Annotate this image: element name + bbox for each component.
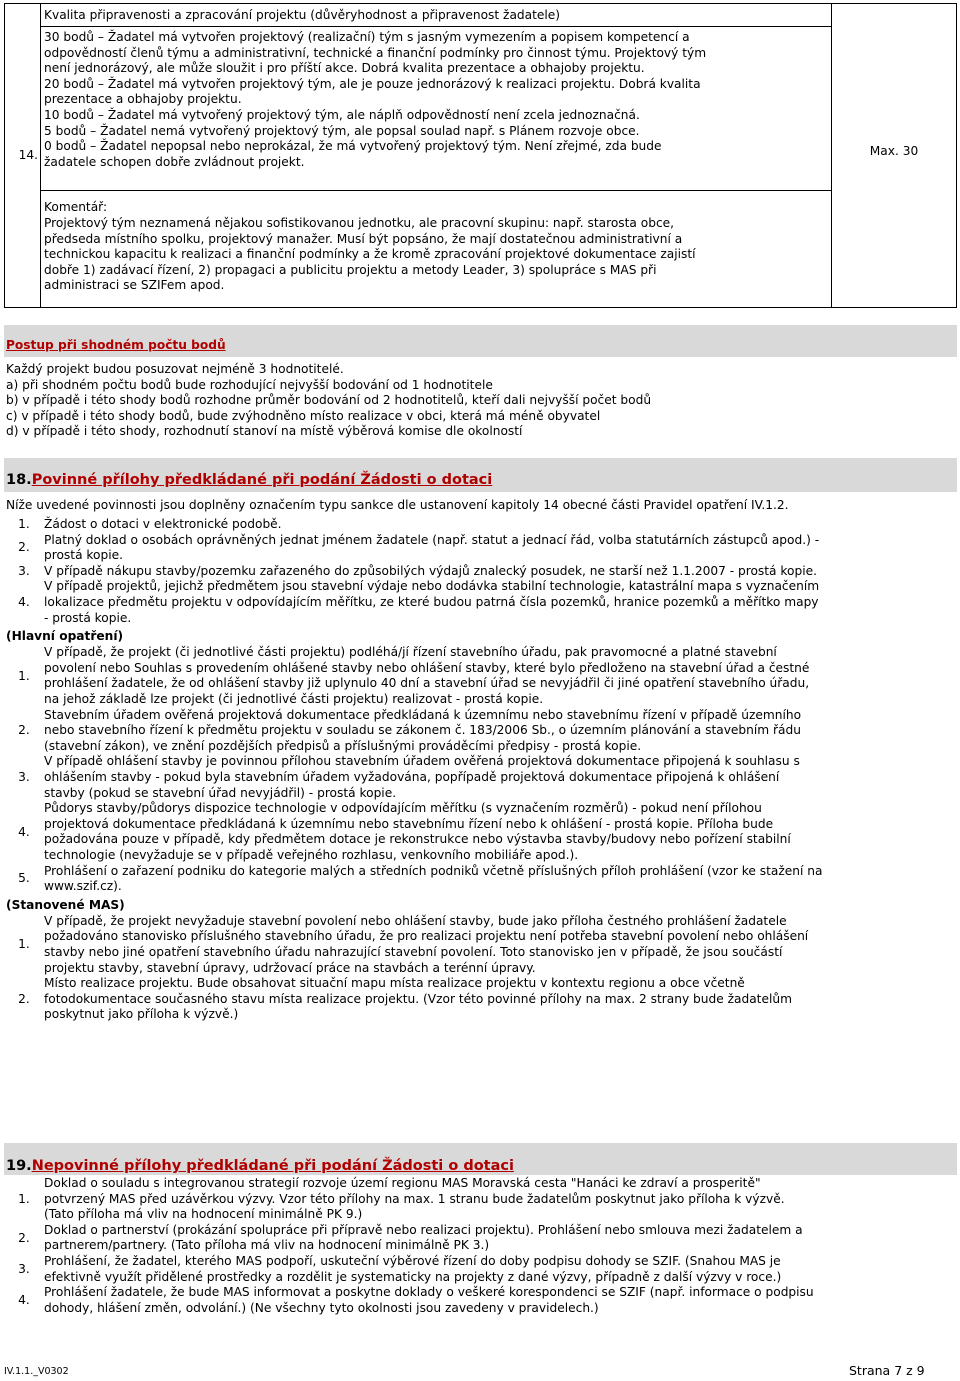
required-attachment-item-line: Platný doklad o osobách oprávněných jednat jménem žadatele (např. statut a jednací řád, volba statutárních zástupců apod.) - <box>44 532 820 547</box>
sec19-title: Nepovinné přílohy předkládané při podání Žádosti o dotaci <box>31 1158 514 1174</box>
stanovene-mas-label: (Stanovené MAS) <box>6 897 125 912</box>
criterion-level-line: 20 bodů – Žadatel má vytvořen projektový tým, ale je pouze jednorázový k realizaci projektu. Dobrá kvalita <box>44 76 701 91</box>
hlavni-attachment-item-line: www.szif.cz). <box>44 879 122 894</box>
tie-line: c) v případě i této shody bodů, bude zvýhodněno místo realizace v obci, která má méně obyvatel <box>6 408 601 423</box>
mas-attachment-item-number: 1. <box>18 937 30 952</box>
optional-attachment-item-line: Doklad o partnerství (prokázání spolupráce při přípravě nebo realizaci projektu). Prohlášení nebo smlouva mezi žadatelem a <box>44 1222 803 1237</box>
sec18-title: Povinné přílohy předkládané při podání Žádosti o dotaci <box>31 472 493 488</box>
hlavni-attachment-item-line: V případě ohlášení stavby je povinnou přílohou stavebním úřadem ověřená projektová dokumentace připojená k souhlasu s <box>44 754 800 769</box>
criterion-level-line: prezentace a obhajoby projektu. <box>44 92 242 107</box>
optional-attachment-item-line: Doklad o souladu s integrovanou strategií rozvoje území regionu MAS Moravská cesta "Hanáci ke zdraví a prosperitě" <box>44 1176 761 1190</box>
required-attachment-item <box>4 517 957 533</box>
mas-attachment-item-line: Místo realizace projektu. Bude obsahovat situační mapu místa realizace projektu v kontextu regionu a obce včetně <box>44 976 745 991</box>
criterion-level-line: žadatele schopen dobře zvládnout projekt. <box>44 154 305 169</box>
tie-header: Postup při shodném počtu bodů <box>6 338 226 352</box>
mas-attachment-item-line: projektu stavby, stavební úpravy, udržovací práce na stavbách a terénní úpravy. <box>44 960 536 975</box>
tie-line: Každý projekt budou posuzovat nejméně 3 hodnotitelé. <box>6 362 344 376</box>
optional-attachment-item-number: 1. <box>18 1191 30 1206</box>
required-attachment-item <box>4 564 957 580</box>
hlavni-attachment-item-line: povolení nebo Souhlas s provedením ohlášené stavby nebo ohlášení stavby, které bylo předloženo na stavební úřad a čestné <box>44 660 810 675</box>
comment-line: technickou kapacitu k realizaci a finanční podmínky a že kromě zpracování projektové dokumentace zajistí <box>44 247 696 262</box>
mas-attachment-item-number: 2. <box>18 991 30 1006</box>
required-attachment-item-line: prostá kopie. <box>44 548 123 563</box>
tie-line: a) při shodném počtu bodů bude rozhodující nejvyšší bodování od 1 hodnotitele <box>6 377 493 392</box>
hlavni-attachment-item <box>4 864 957 895</box>
comment-line: administraci se SZIFem apod. <box>44 278 225 293</box>
tie-line: b) v případě i této shody bodů rozhodne průměr bodování od 2 hodnotitelů, kteří dali nejvyšší počet bodů <box>6 393 652 408</box>
mas-attachment-item-line: poskytnut jako příloha k výzvě.) <box>44 1007 239 1022</box>
mas-attachment-item-line: požadováno stanovisko příslušného stavebního úřadu, že pro realizaci projektu není potřeba stavební povolení nebo ohlášení <box>44 929 809 944</box>
mas-attachment-item-line: fotodokumentace současného stavu místa realizace projektu. (Vzor této povinné přílohy na max. 2 strany bude žadatelům <box>44 991 792 1006</box>
required-attachment-item-number: 2. <box>18 540 30 555</box>
optional-attachment-item-line: (Tato příloha má vliv na hodnocení minimálně PK 9.) <box>44 1207 363 1222</box>
hlavni-attachment-item <box>4 708 957 755</box>
hlavni-attachment-item-line: technologie (nevyžaduje se v případě veřejného rozhlasu, venkovního mobiliáře apod.). <box>44 847 579 862</box>
required-attachment-item-line: V případě projektů, jejichž předmětem jsou stavební výdaje nebo dodávka stabilní technologie, katastrální mapa s vyznačením <box>44 579 820 594</box>
optional-attachment-item-line: Prohlášení žadatele, že bude MAS informovat a poskytne doklady o veškeré korespondenci se SZIF (např. informace o podpisu <box>44 1285 814 1300</box>
criterion-level-line: 30 bodů – Žadatel má vytvořen projektový (realizační) tým s jasným vymezením a popisem kompetencí a <box>44 30 690 44</box>
optional-attachment-item <box>4 1223 957 1254</box>
comment-line: dobře 1) zadávací řízení, 2) propagaci a publicitu projektu a metody Leader, 3) spolupráce s MAS při <box>44 262 657 277</box>
sec18-number: 18. <box>6 472 32 488</box>
criterion-number: 14. <box>18 148 38 162</box>
criterion-comment <box>44 216 696 294</box>
mas-attachment-item <box>4 914 957 976</box>
hlavni-opatreni-label: (Hlavní opatření) <box>6 629 124 644</box>
criterion-level-line: není jednorázový, ale může sloužit i pro příští akce. Dobrá kvalita prezentace a obhajoby projektu. <box>44 61 645 76</box>
sec19-header <box>6 1157 514 1175</box>
required-attachment-item-number: 3. <box>18 563 30 578</box>
required-attachment-item-line: - prostá kopie. <box>44 610 132 625</box>
criterion-table <box>4 3 957 308</box>
comment-label: Komentář: <box>44 200 108 214</box>
hlavni-attachment-item-line: V případě, že projekt (či jednotlivé části projektu) podléhá/jí řízení stavebního úřadu, pak pravomocné a platné stavební <box>44 645 777 660</box>
required-attachment-item <box>4 579 957 626</box>
hlavni-attachment-item-line: projektová dokumentace předkládaná k územnímu nebo stavebnímu řízení nebo k ohlášení - prostá kopie. Příloha bude <box>44 816 774 831</box>
hlavni-attachment-item-line: nebo stavebního řízení k předmětu projektu v souladu se zákonem č. 183/2006 Sb., o územním plánování a stavebním řádu <box>44 723 801 738</box>
hlavni-attachment-item-line: ohlášením stavby - pokud byla stavebním úřadem vyžadována, popřípadě projektová dokumentace připojená k ohlášení <box>44 769 780 784</box>
criterion-levels <box>44 30 706 170</box>
comment-line: předseda místního spolku, projektový manažer. Musí být popsáno, že mají dostatečnou administrativní a <box>44 231 683 246</box>
required-attachment-item <box>4 533 957 564</box>
sec19-list <box>4 1176 957 1316</box>
optional-attachment-item-line: efektivně využít přidělené prostředky a rozdělit je systematicky na projekty z dané výzvy, případně z další výzvy v roce.) <box>44 1269 782 1284</box>
hlavni-attachment-item-number: 3. <box>18 769 30 784</box>
optional-attachment-item-line: dohody, hlášení změn, odvolání.) (Ne všechny tyto okolnosti jsou zavedeny v pravidelech.) <box>44 1300 599 1315</box>
hlavni-attachment-item <box>4 645 957 707</box>
optional-attachment-item-number: 3. <box>18 1261 30 1276</box>
required-attachment-item-number: 4. <box>18 594 30 609</box>
optional-attachment-item <box>4 1285 957 1316</box>
sec19-number: 19. <box>6 1158 32 1174</box>
hlavni-attachment-item-line: Prohlášení o zařazení podniku do kategorie malých a středních podniků včetně příslušných příloh prohlášení (vzor ke stažení na <box>44 863 823 878</box>
optional-attachment-item <box>4 1254 957 1285</box>
hlavni-attachment-item-line: stavby (pokud se stavební úřad nevyjádřil) - prostá kopie. <box>44 785 397 800</box>
sec18-intro: Níže uvedené povinnosti jsou doplněny označením typu sankce dle ustanovení kapitoly 14 obecné části Pravidel opatření IV.1.2. <box>6 498 789 512</box>
mas-attachment-item-line: V případě, že projekt nevyžaduje stavební povolení nebo ohlášení stavby, bude jako příloha čestného prohlášení žadatele <box>44 913 787 928</box>
footer-code: IV.1.1._V0302 <box>4 1366 69 1377</box>
required-attachment-item-number: 1. <box>18 517 30 531</box>
hlavni-attachment-item-line: (stavební zákon), ve znění pozdějších předpisů a příslušnými prováděcími předpisy - prostá kopie. <box>44 738 642 753</box>
hlavni-attachment-item-number: 1. <box>18 668 30 683</box>
hlavni-attachment-item-line: prohlášení žadatele, že od ohlášení stavby již uplynulo 40 dní a stavební úřad se nevyjádřil či jiné opatření stavebního úřadu, <box>44 676 810 691</box>
optional-attachment-item-line: potvrzený MAS před uzávěrkou výzvy. Vzor této přílohy na max. 1 stranu bude žadatelům poskytnut jako příloha k výzvě. <box>44 1191 785 1206</box>
mas-attachment-item-line: stavby nebo jiné opatření stavebního úřadu nahrazující stavební povolení. Toto stanovisko jen v případě, že jsou součástí <box>44 944 783 959</box>
criterion-title: Kvalita připravenosti a zpracování projektu (důvěryhodnost a připravenost žadatele) <box>44 8 561 22</box>
optional-attachment-item-line: Prohlášení, že žadatel, kterého MAS podpoří, uskuteční výběrové řízení do doby podpisu dohody se SZIF. (Snahou MAS je <box>44 1253 781 1268</box>
optional-attachment-item-number: 2. <box>18 1230 30 1245</box>
sec18-header <box>6 471 492 489</box>
hlavni-attachment-item-number: 4. <box>18 824 30 839</box>
hlavni-attachment-item-line: Půdorys stavby/půdorys dispozice technologie v odpovídajícím měřítku (s vyznačením rozměrů) - pokud není přílohou <box>44 801 762 816</box>
sec18-list <box>4 517 957 1023</box>
hlavni-attachment-item-number: 5. <box>18 871 30 886</box>
criterion-max: Max. 30 <box>869 144 919 158</box>
required-attachment-item-line: V případě nákupu stavby/pozemku zařazeného do způsobilých výdajů znalecký posudek, ne starší než 1.1.2007 - prostá kopie. <box>44 563 817 578</box>
hlavni-attachment-item-number: 2. <box>18 723 30 738</box>
hlavni-attachment-item-line: na jehož základě lze projekt (či jednotlivé části projektu) realizovat - prostá kopie. <box>44 691 544 706</box>
criterion-level-line: odpovědností členů týmu a administrativní, technické a finanční podmínky pro činnost týmu. Projektový tým <box>44 45 707 60</box>
hlavni-attachment-item-line: Stavebním úřadem ověřená projektová dokumentace předkládaná k územnímu nebo stavebnímu řízení v případě územního <box>44 707 802 722</box>
tie-line: d) v případě i této shody, rozhodnutí stanoví na místě výběrová komise dle okolností <box>6 424 523 439</box>
mas-attachment-item <box>4 976 957 1023</box>
footer-page: Strana 7 z 9 <box>849 1363 925 1378</box>
required-attachment-item-line: Žádost o dotaci v elektronické podobě. <box>44 517 282 531</box>
hlavni-attachment-item <box>4 801 957 863</box>
comment-line: Projektový tým neznamená nějakou sofistikovanou jednotku, ale pracovní skupinu: např. starosta obce, <box>44 216 675 230</box>
criterion-level-line: 10 bodů – Žadatel má vytvořený projektový tým, ale náplň odpovědností není zcela jednoznačná. <box>44 107 640 122</box>
required-attachment-item-line: lokalizace předmětu projektu v odpovídajícím měřítku, ze které budou patrná čísla pozemků, hranice pozemků a měřítko mapy <box>44 594 819 609</box>
tie-lines <box>6 362 651 440</box>
optional-attachment-item-number: 4. <box>18 1292 30 1307</box>
hlavni-attachment-item-line: požadována pouze v případě, kdy předmětem dotace je rekonstrukce nebo výstavba stavby/budovy nebo pořízení stabilní <box>44 832 791 847</box>
criterion-level-line: 5 bodů – Žadatel nemá vytvořený projektový tým, ale popsal soulad např. s Plánem rozvoje obce. <box>44 123 640 138</box>
optional-attachment-item-line: partnerem/partnery. (Tato příloha má vliv na hodnocení minimálně PK 3.) <box>44 1238 490 1253</box>
hlavni-attachment-item <box>4 754 957 801</box>
criterion-level-line: 0 bodů – Žadatel nepopsal nebo neprokázal, že má vytvořený projektový tým. Není zřejmé, zda bude <box>44 139 662 154</box>
optional-attachment-item <box>4 1176 957 1223</box>
